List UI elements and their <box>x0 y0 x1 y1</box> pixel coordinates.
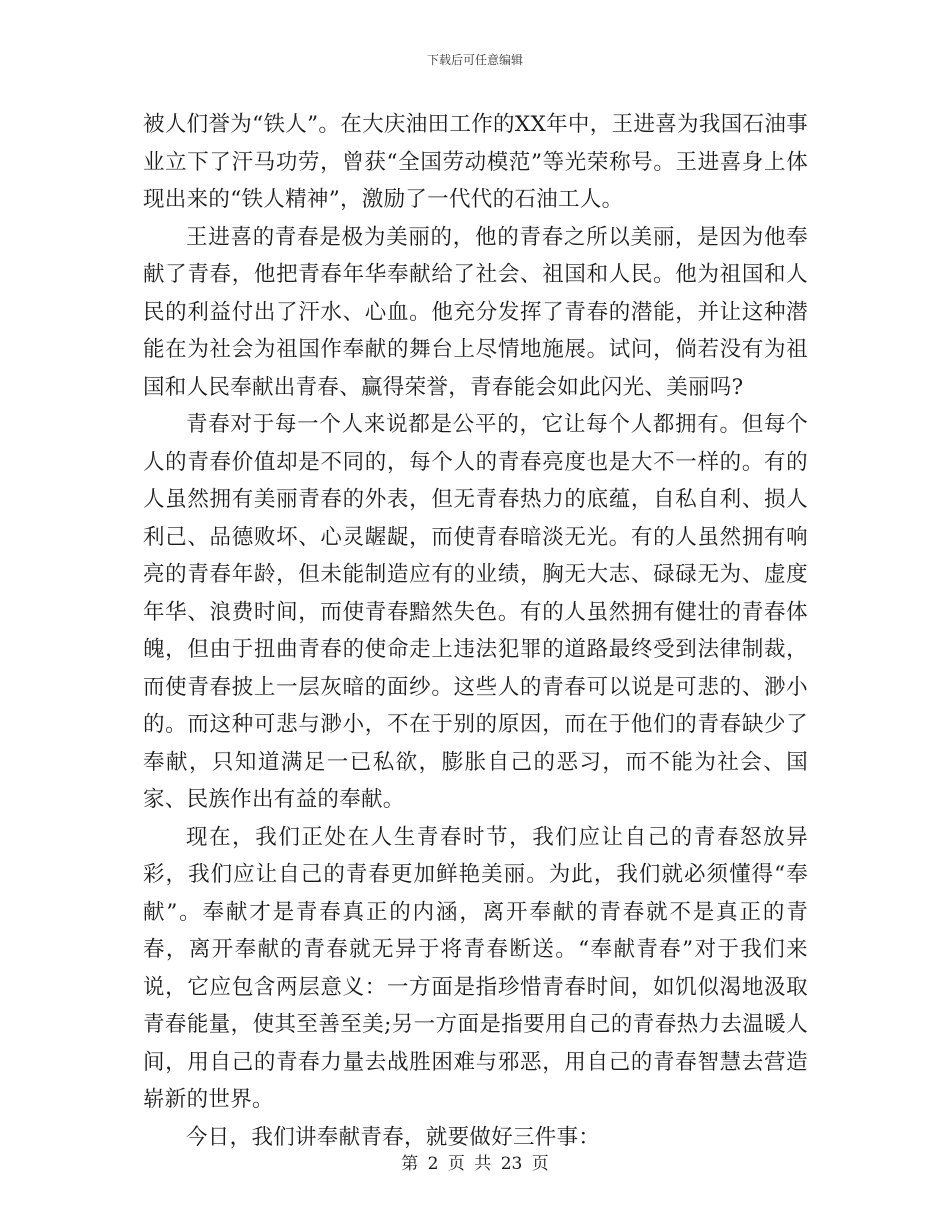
paragraph-youth-fairness: 青春对于每一个人来说都是公平的，它让每个人都拥有。但每个人的青春价值却是不同的，每个人的青春亮度也是大不一样的。有的人虽然拥有美丽青春的外表，但无青春热力的底蕴，自私自利、损人利己、品德败坏、心灵龌龊，而使青春暗淡无光。有的人虽然拥有响亮的青春年龄，但未能制造应有的业绩，胸无大志、碌碌无为、虚度年华、浪费时间，而使青春黯然失色。有的人虽然拥有健壮的青春体魄，但由于扭曲青春的使命走上违法犯罪的道路最终受到法律制裁，而使青春披上一层灰暗的面纱。这些人的青春可以说是可悲的、渺小的。而这种可悲与渺小，不在于别的原因，而在于他们的青春缺少了奉献，只知道满足一已私欲，膨胀自己的恶习，而不能为社会、国家、民族作出有益的奉献。 <box>143 412 808 812</box>
paragraph-wang-jinxi-youth: 王进喜的青春是极为美丽的，他的青春之所以美丽，是因为他奉献了青春，他把青春年华奉献给了社会、祖国和人民。他为祖国和人民的利益付出了汗水、心血。他充分发挥了青春的潜能，并让这种潜能在为社会为祖国作奉献的舞台上尽情地施展。试问，倘若没有为祖国和人民奉献出青春、赢得荣誉，青春能会如此闪光、美丽吗? <box>143 224 808 400</box>
paragraph-three-things: 今日，我们讲奉献青春，就要做好三件事： <box>186 1124 601 1150</box>
paragraph-youth-dedication: 现在，我们正处在人生青春时节，我们应让自己的青春怒放异彩，我们应让自己的青春更加鲜艳美丽。为此，我们就必须懂得“奉献”。奉献才是青春真正的内涵，离开奉献的青春就不是真正的青春，离开奉献的青春就无异于将青春断送。“奉献青春”对于我们来说，它应包含两层意义：一方面是指珍惜青春时间，如饥似渴地汲取青春能量，使其至善至美;另一方面是指要用自己的青春热力去温暖人间，用自己的青春力量去战胜困难与邪恶，用自己的青春智慧去营造崭新的世界。 <box>143 824 808 1112</box>
page-header: 下载后可任意编辑 <box>426 53 523 67</box>
paragraph-continuation: 被人们誉为“铁人”。在大庆油田工作的XX年中，王进喜为我国石油事业立下了汗马功劳，曾获“全国劳动模范”等光荣称号。王进喜身上体现出来的“铁人精神”，激励了一代代的石油工人。 <box>143 112 808 212</box>
document-body <box>143 106 808 1156</box>
page-number-footer: 第 2 页 共 23 页 <box>401 1154 549 1174</box>
